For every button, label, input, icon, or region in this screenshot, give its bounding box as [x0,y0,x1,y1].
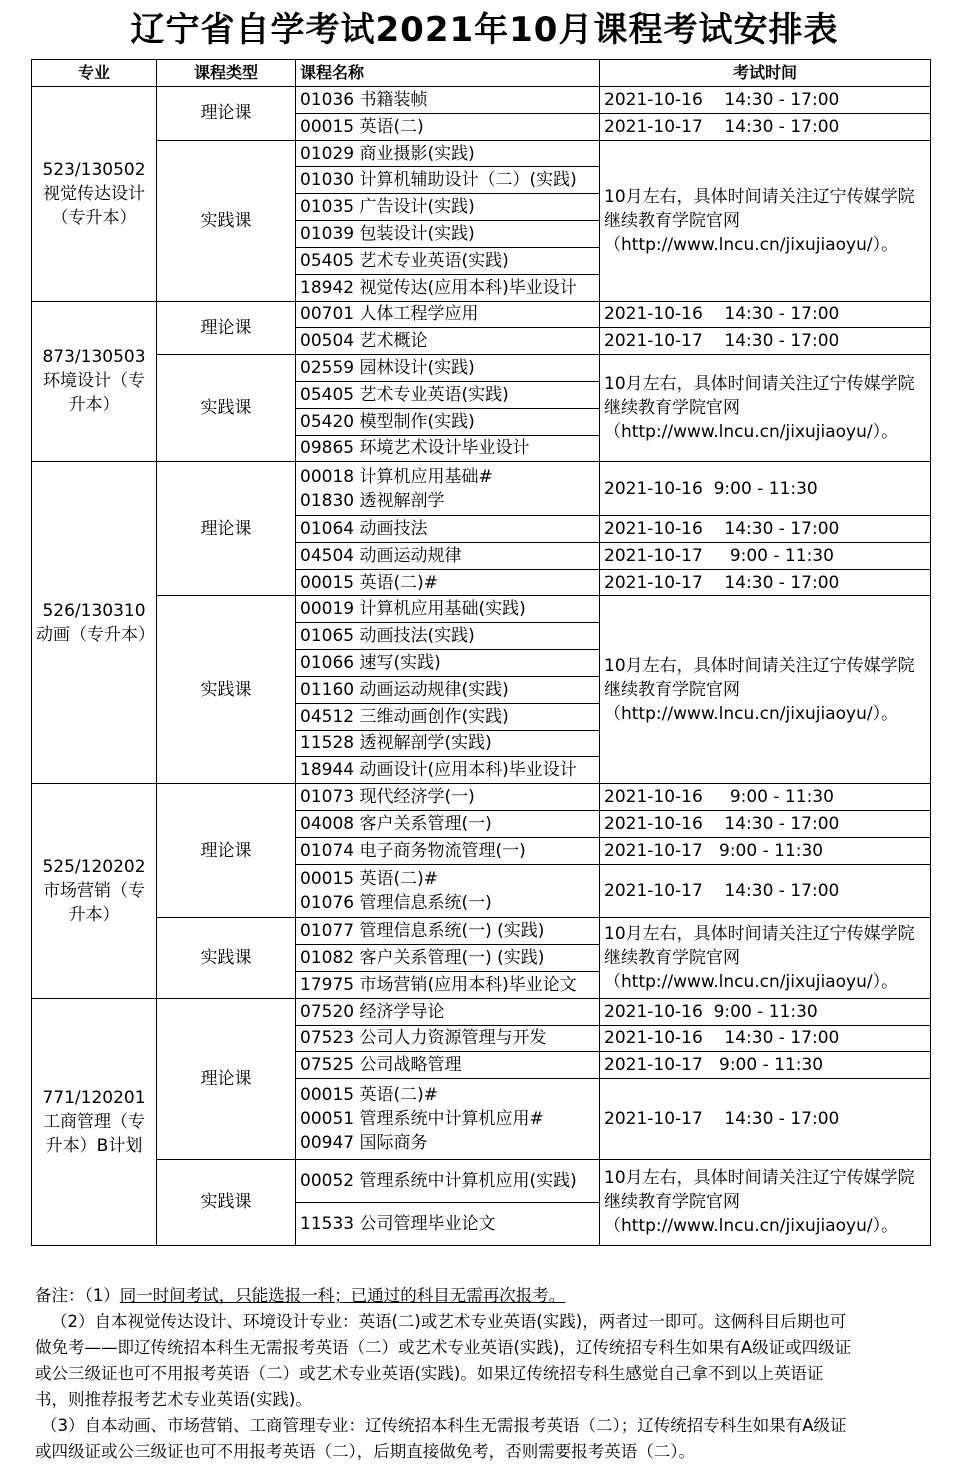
course-type-practice: 实践课 [157,355,296,462]
course-name: 04504 动画运动规律 [300,545,462,566]
course-type-theory: 理论课 [157,784,296,918]
course-name-cell [296,516,600,543]
course-name-cell [296,569,600,596]
header-row [32,60,931,87]
exam-time: 2021-10-17 14:30 - 17:00 [600,328,931,355]
course-name: 01065 动画技法(实践) [296,623,600,650]
table-row [32,1159,931,1202]
exam-time: 2021-10-17 14:30 - 17:00 [600,864,931,918]
course-name: 00015 英语(二)# [300,868,438,889]
course-type-practice: 实践课 [157,1159,296,1245]
table-row [32,596,931,623]
exam-time-note: 10月左右，具体时间请关注辽宁传媒学院继续教育学院官网（http://www.lncu.cn/jixujiaoyu/）。 [600,355,931,462]
remark-line-1: 备注：（1）同一时间考试，只能选报一科；已通过的科目无需再次报考。 [35,1286,566,1305]
major-name: 526/130310动画（专升本） [32,462,157,784]
exam-time: 2021-10-17 9:00 - 11:30 [600,542,931,569]
course-name-cell [296,784,600,811]
remark-2-line: 做免考——即辽传统招本科生无需报考英语（二）或艺术专业英语(实践)，辽传统招专科生如果有A级证或四级证 [35,1338,852,1357]
course-name: 11528 透视解剖学(实践) [296,730,600,757]
course-name-cell [296,87,600,114]
course-name: 01082 客户关系管理(一) (实践) [296,945,600,972]
remarks [35,1283,935,1465]
exam-time-note: 10月左右，具体时间请关注辽宁传媒学院继续教育学院官网（http://www.lncu.cn/jixujiaoyu/）。 [600,140,931,301]
exam-time: 2021-10-17 9:00 - 11:30 [600,837,931,864]
table-row [32,998,931,1025]
course-name: 18944 动画设计(应用本科)毕业设计 [296,757,600,784]
major-name: 525/120202市场营销（专升本） [32,784,157,999]
exam-time: 2021-10-16 14:30 - 17:00 [600,516,931,543]
course-name: 04008 客户关系管理(一) [300,813,492,834]
course-name: 09865 环境艺术设计毕业设计 [296,435,600,462]
course-name: 01160 动画运动规律(实践) [296,676,600,703]
course-name: 05420 模型制作(实践) [296,408,600,435]
exam-time: 2021-10-17 14:30 - 17:00 [600,569,931,596]
course-name-cell [296,1025,600,1052]
course-name: 01039 包装设计(实践) [296,221,600,248]
course-type-theory: 理论课 [157,87,296,141]
course-name: 00051 管理系统中计算机应用# [300,1108,544,1129]
exam-time-note: 10月左右，具体时间请关注辽宁传媒学院继续教育学院官网（http://www.lncu.cn/jixujiaoyu/）。 [600,596,931,784]
course-name: 01066 速写(实践) [296,650,600,677]
course-name: 01064 动画技法 [300,518,428,539]
course-name-cell [296,810,600,837]
course-name: 18942 视觉传达(应用本科)毕业设计 [296,274,600,301]
course-name: 00504 艺术概论 [300,331,428,352]
exam-time: 2021-10-16 14:30 - 17:00 [600,810,931,837]
course-name: 00018 计算机应用基础# [300,466,493,487]
course-name-cell [296,1079,600,1160]
table-row [32,140,931,167]
course-name: 00019 计算机应用基础(实践) [296,596,600,623]
course-name-cell [296,462,600,516]
exam-schedule-table [31,59,931,1246]
course-name: 01035 广告设计(实践) [296,194,600,221]
course-name-cell [296,113,600,140]
course-name: 02559 园林设计(实践) [296,355,600,382]
course-name: 00701 人体工程学应用 [300,304,479,325]
course-name: 00052 管理系统中计算机应用(实践) [296,1159,600,1202]
course-name: 00947 国际商务 [300,1132,428,1153]
course-name-cell [296,542,600,569]
exam-time: 2021-10-16 14:30 - 17:00 [600,301,931,328]
remark-3-line: 或四级证或公三级证也可不用报考英语（二），后期直接做免考，否则需要报考英语（二）。 [35,1442,695,1461]
course-name-cell [296,1052,600,1079]
course-type-theory: 理论课 [157,998,296,1159]
table-row [32,462,931,516]
exam-time-note: 10月左右，具体时间请关注辽宁传媒学院继续教育学院官网（http://www.lncu.cn/jixujiaoyu/）。 [600,1159,931,1245]
course-name-cell [296,864,600,918]
exam-time: 2021-10-16 9:00 - 11:30 [600,784,931,811]
course-name: 01076 管理信息系统(一) [300,892,492,913]
remark-2-line: （2）自本视觉传达设计、环境设计专业：英语(二)或艺术专业英语(实践)，两者过一即可。这俩科目后期也可 [51,1312,847,1331]
course-name-cell [296,328,600,355]
course-name: 01077 管理信息系统(一) (实践) [296,918,600,945]
table-row [32,301,931,328]
exam-time: 2021-10-17 14:30 - 17:00 [600,113,931,140]
course-name-cell [296,998,600,1025]
course-name: 07520 经济学导论 [300,1001,445,1022]
exam-time-note: 10月左右，具体时间请关注辽宁传媒学院继续教育学院官网（http://www.lncu.cn/jixujiaoyu/）。 [600,918,931,998]
course-name: 11533 公司管理毕业论文 [296,1202,600,1245]
table-row [32,355,931,382]
course-name: 00015 英语(二) [300,116,424,137]
major-name: 873/130503环境设计（专升本） [32,301,157,462]
remark-2-line: 书，则推荐报考艺术专业英语(实践)。 [35,1390,312,1409]
course-name: 00015 英语(二)# [300,1084,438,1105]
course-type-practice: 实践课 [157,140,296,301]
header-exam-time: 考试时间 [600,60,931,87]
header-course-name: 课程名称 [296,60,600,87]
course-name: 01073 现代经济学(一) [300,787,475,808]
remark-1: 同一时间考试，只能选报一科；已通过的科目无需再次报考。 [119,1286,566,1305]
remark-2-line: 或公三级证也可不用报考英语（二）或艺术专业英语(实践)。如果辽传统招专科生感觉自己拿不到以上英语证 [35,1364,824,1383]
table-row [32,87,931,114]
course-name: 05405 艺术专业英语(实践) [296,247,600,274]
course-name-cell [296,837,600,864]
course-name: 17975 市场营销(应用本科)毕业论文 [296,971,600,998]
header-major: 专业 [32,60,157,87]
course-name: 01030 计算机辅助设计（二）(实践) [296,167,600,194]
major-name: 523/130502视觉传达设计（专升本） [32,87,157,302]
course-type-theory: 理论课 [157,462,296,596]
page-title: 辽宁省自学考试2021年10月课程考试安排表 [130,10,839,50]
exam-time: 2021-10-16 9:00 - 11:30 [600,998,931,1025]
course-name: 00015 英语(二)# [300,572,438,593]
major-name: 771/120201工商管理（专升本）B计划 [32,998,157,1245]
course-name: 07523 公司人力资源管理与开发 [300,1028,547,1049]
course-name: 04512 三维动画创作(实践) [296,703,600,730]
course-name: 01036 书籍装帧 [300,89,428,110]
exam-time: 2021-10-16 14:30 - 17:00 [600,87,931,114]
course-type-practice: 实践课 [157,596,296,784]
exam-time: 2021-10-17 14:30 - 17:00 [600,1079,931,1160]
remark-3-line: （3）自本动画、市场营销、工商管理专业：辽传统招本科生无需报考英语（二）；辽传统招专科生如果有A级证 [41,1416,847,1435]
exam-time: 2021-10-16 14:30 - 17:00 [600,1025,931,1052]
course-type-practice: 实践课 [157,918,296,998]
course-name: 01074 电子商务物流管理(一) [300,840,526,861]
exam-time: 2021-10-17 9:00 - 11:30 [600,1052,931,1079]
table-row [32,784,931,811]
course-name: 07525 公司战略管理 [300,1055,462,1076]
course-name: 01830 透视解剖学 [300,490,445,511]
exam-time: 2021-10-16 9:00 - 11:30 [600,462,931,516]
course-name: 01029 商业摄影(实践) [296,140,600,167]
table-row [32,918,931,945]
course-name: 05405 艺术专业英语(实践) [296,381,600,408]
course-name-cell [296,301,600,328]
header-course-type: 课程类型 [157,60,296,87]
course-type-theory: 理论课 [157,301,296,355]
